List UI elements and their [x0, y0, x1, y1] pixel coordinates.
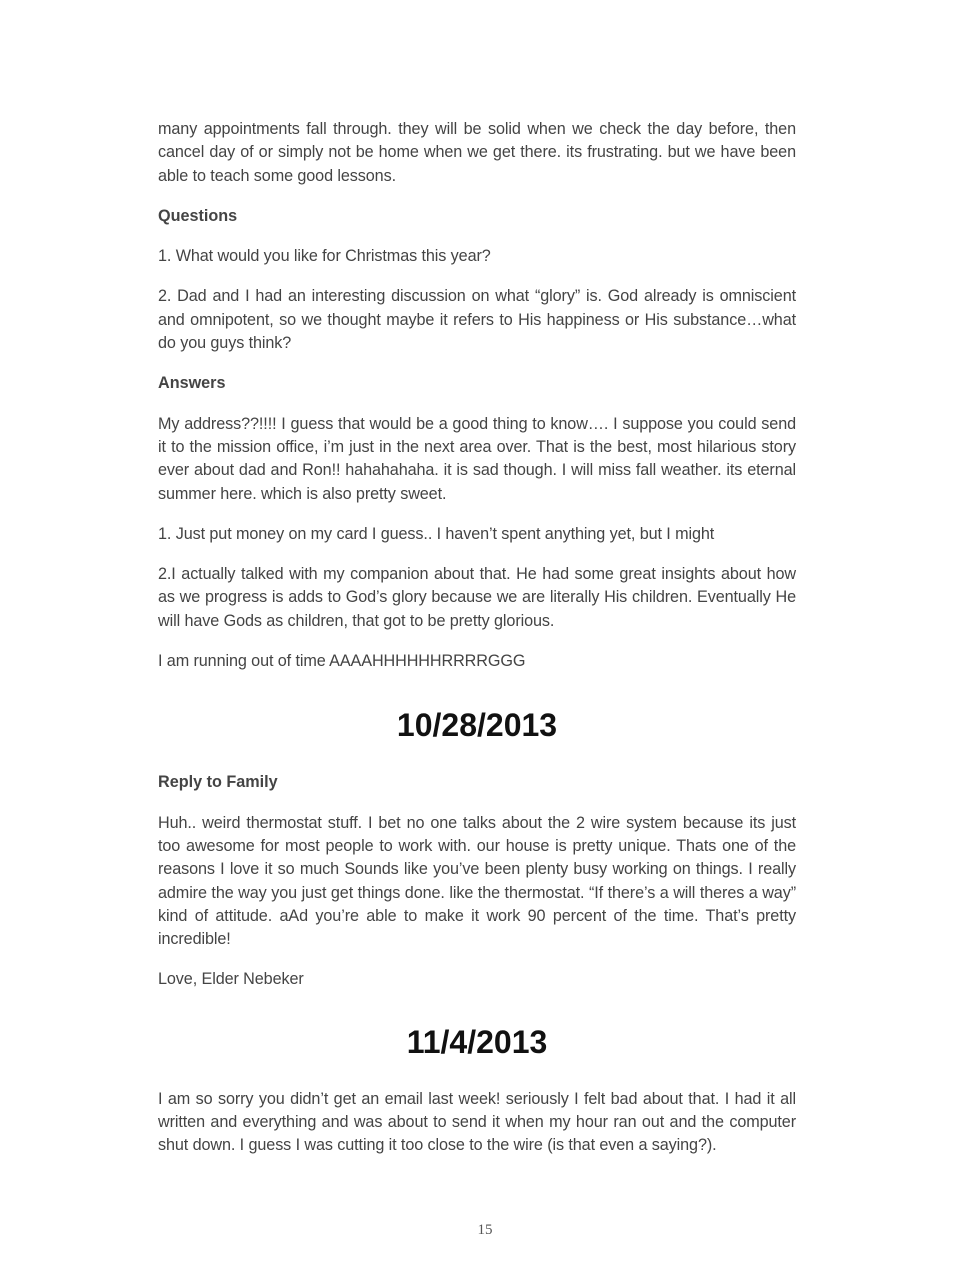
answer-2: 2.I actually talked with my companion about that. He had some great insights about how as we progress is adds to God’s glory because we are literally His children. Eventually He will have Gods as children, that got to be pretty glorious. [158, 565, 796, 630]
date-heading-2: 11/4/2013 [406, 1023, 548, 1060]
last-paragraph: I am so sorry you didn’t get an email last week! seriously I felt bad about that. I had it all written and everything and was about to send it when my hour ran out and the computer shut down. I guess I was cutting it too close to the wire (is that even a saying?). [158, 1089, 796, 1155]
document-body [158, 118, 796, 1175]
answer-1: 1. Just put money on my card I guess.. I haven’t spent anything yet, but I might [158, 524, 715, 543]
answers-intro-paragraph: My address??!!!! I guess that would be a good thing to know…. I suppose you could send it to the mission office, i’m just in the next area over. That is the best, most hilarious story ever about dad and Ron!! hahahahaha. it is sad though. I will miss fall weather. its eternal summer here. which is also pretty sweet. [158, 414, 796, 503]
intro-paragraph: many appointments fall through. they will be solid when we check the day before, then cancel day of or simply not be home when we get there. its frustrating. but we have been able to teach some good lessons. [158, 120, 796, 185]
question-1: 1. What would you like for Christmas this year? [158, 247, 491, 266]
closing-line: I am running out of time AAAAHHHHHHRRRRGGG [158, 652, 526, 671]
question-2: 2. Dad and I had an interesting discussion on what “glory” is. God already is omniscient and omnipotent, so we thought maybe it refers to His happiness or His substance…what do you guys think? [158, 287, 796, 353]
reply-paragraph: Huh.. weird thermostat stuff. I bet no one talks about the 2 wire system because its just too awesome for most people to work with. our house is pretty unique. Thats one of the reasons I love it so much Sounds like you’ve been plenty busy working on things. I really admire the way you just get things done. like the thermostat. “If there’s a will theres a way” kind of attitude. aAd you’re able to make it work 90 percent of the time. That’s pretty incredible! [158, 813, 796, 949]
questions-heading: Questions [158, 206, 238, 225]
signoff: Love, Elder Nebeker [158, 970, 304, 989]
answers-heading: Answers [158, 374, 226, 393]
date-heading-1: 10/28/2013 [396, 707, 558, 744]
reply-heading: Reply to Family [158, 773, 278, 792]
page-number: 15 [477, 1222, 493, 1238]
